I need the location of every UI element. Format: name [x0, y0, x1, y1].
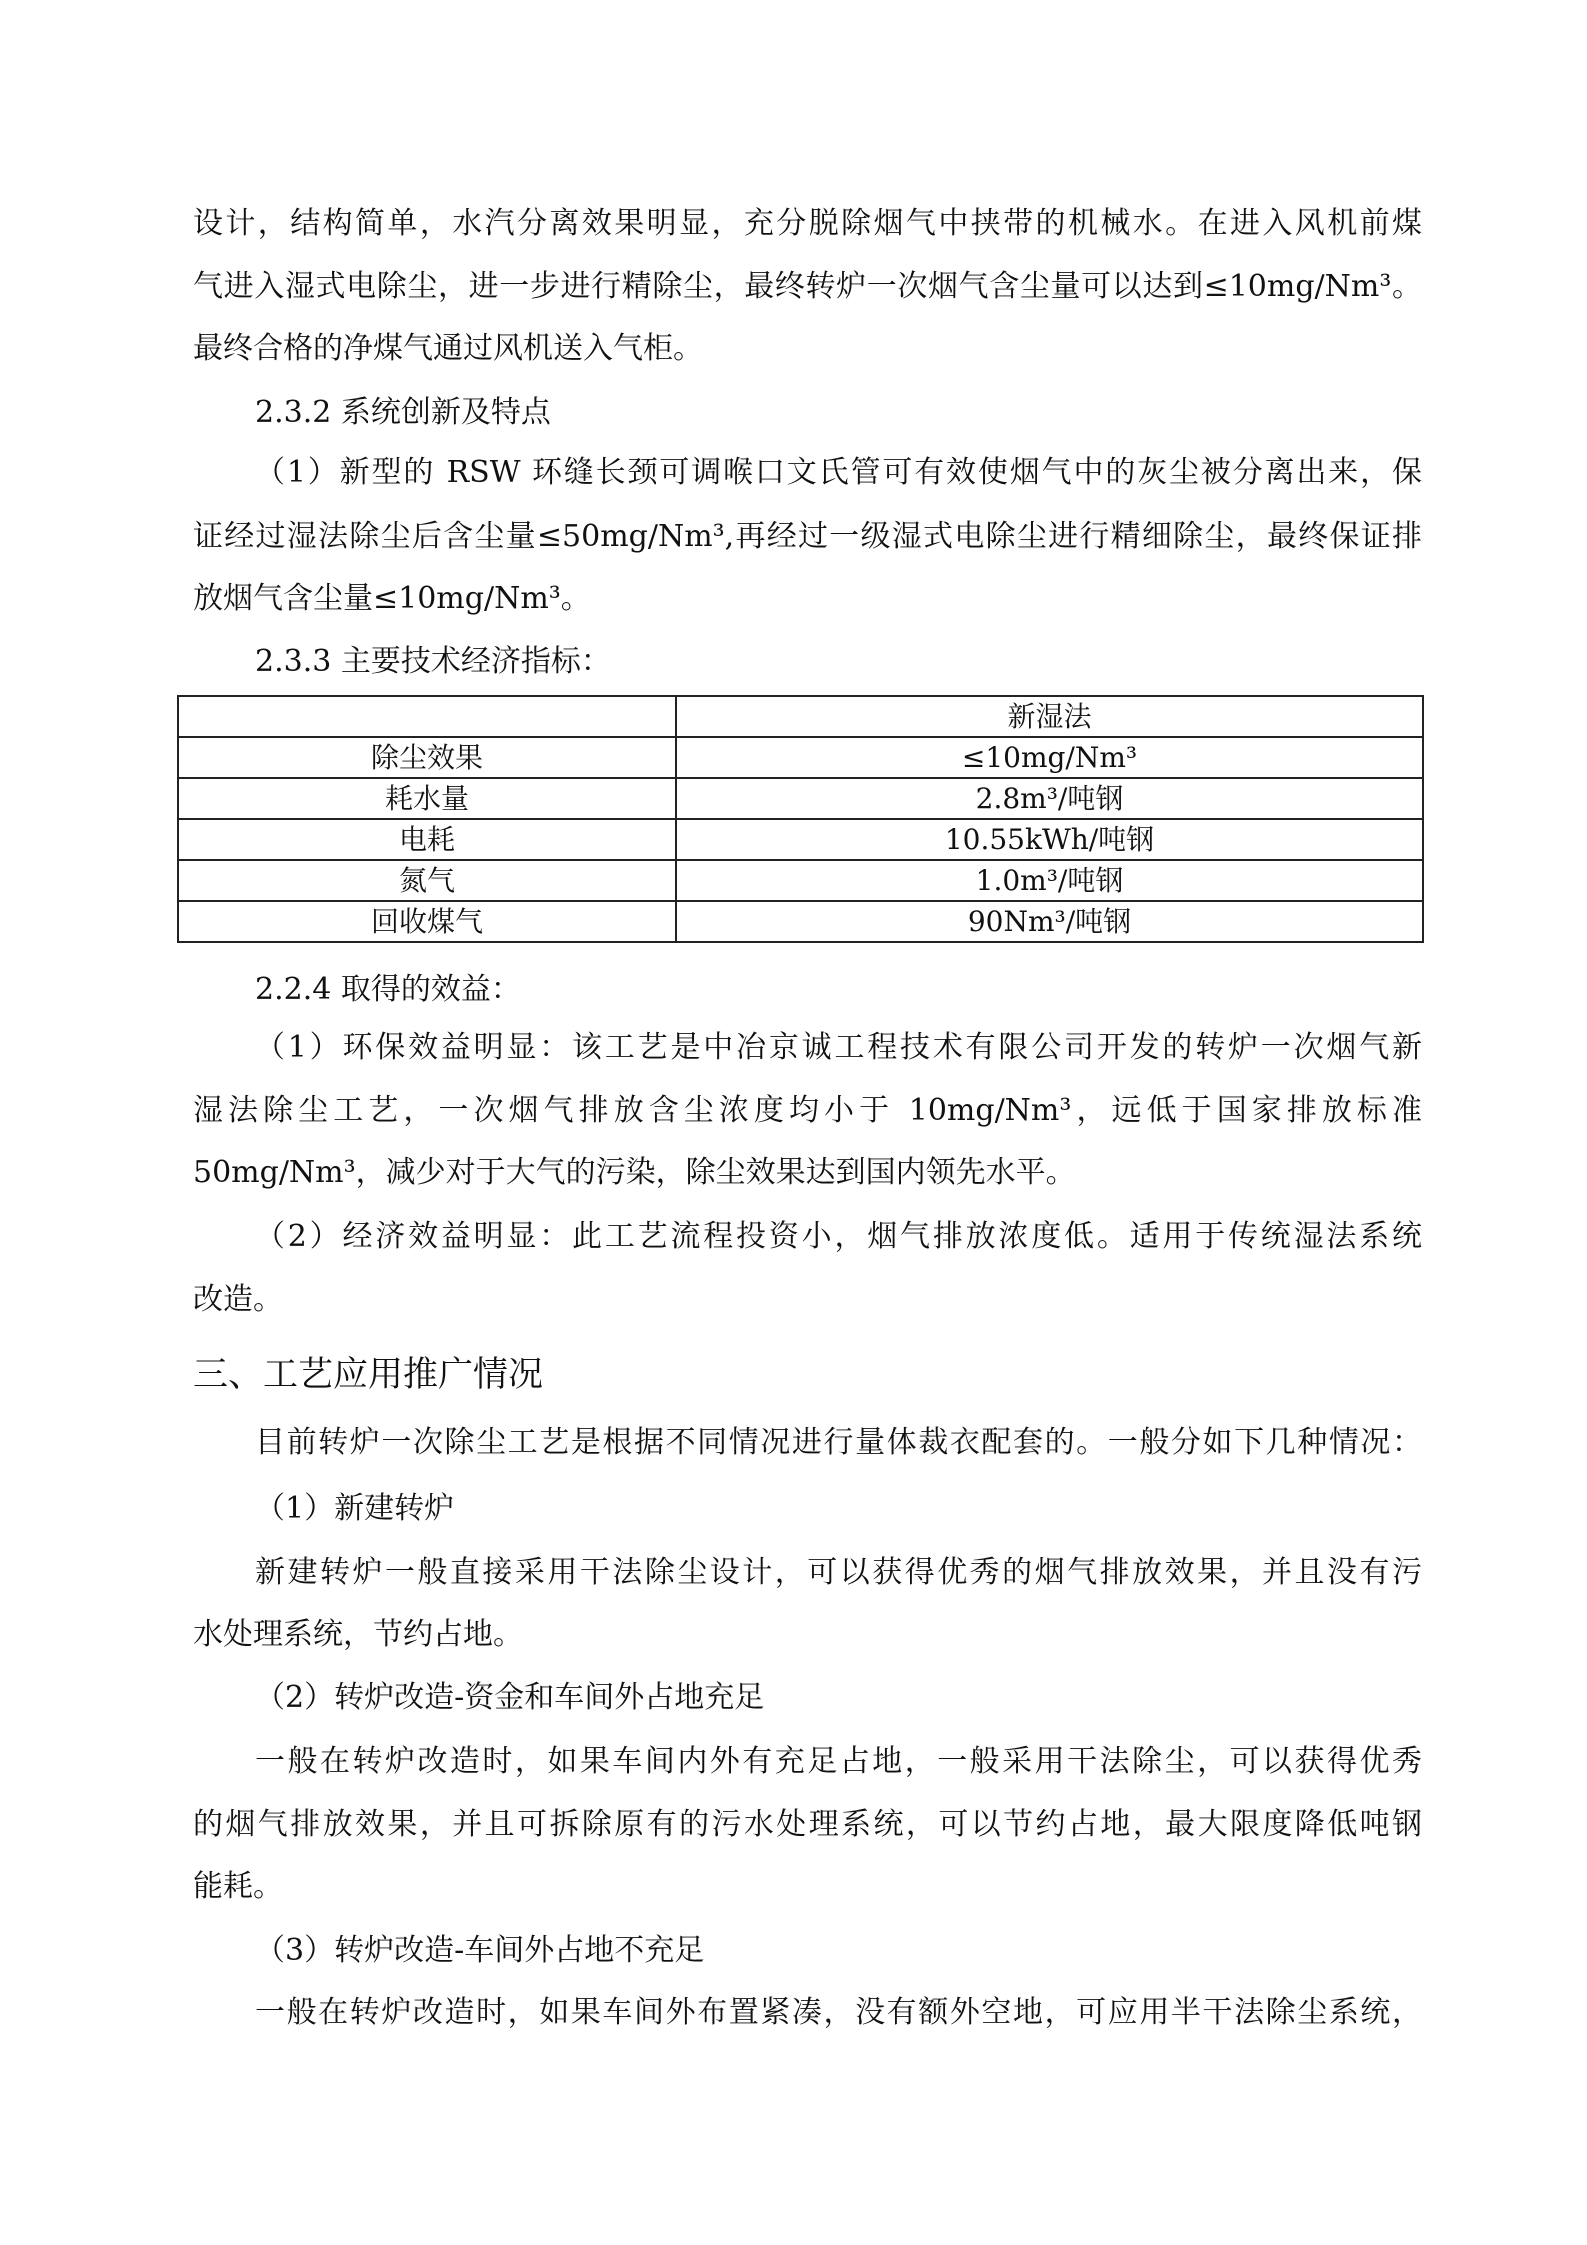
table-header-cell [178, 696, 676, 737]
subheading-line: （2）转炉改造-资金和车间外占地充足 [255, 1680, 765, 1715]
body-text-line: 能耗。 [193, 1869, 283, 1904]
body-text-line: 一般在转炉改造时，如果车间外布置紧凑，没有额外空地，可应用半干法除尘系统， [255, 1995, 1422, 2030]
table-cell: 2.8m³/吨钢 [676, 778, 1423, 819]
table-header-cell: 新湿法 [676, 696, 1423, 737]
table-cell: 90Nm³/吨钢 [676, 901, 1423, 942]
table-cell: 氮气 [178, 860, 676, 901]
body-text-line: 新建转炉一般直接采用干法除尘设计，可以获得优秀的烟气排放效果，并且没有污 [255, 1555, 1422, 1590]
section-heading-2-3-3: 2.3.3 主要技术经济指标： [255, 644, 611, 679]
body-text-line: 目前转炉一次除尘工艺是根据不同情况进行量体裁衣配套的。一般分如下几种情况： [255, 1425, 1422, 1460]
body-text-line: 设计，结构简单，水汽分离效果明显，充分脱除烟气中挟带的机械水。在进入风机前煤 [193, 206, 1422, 241]
subheading-line: （3）转炉改造-车间外占地不充足 [255, 1933, 705, 1968]
tech-economic-indicators-table [177, 695, 1424, 943]
body-text-line: 改造。 [193, 1282, 283, 1317]
table-header-row [178, 696, 1423, 737]
subheading-line: （1）新建转炉 [255, 1491, 455, 1526]
section-heading-2-3-2: 2.3.2 系统创新及特点 [255, 395, 551, 430]
body-text-line: 证经过湿法除尘后含尘量≤50mg/Nm³,再经过一级湿式电除尘进行精细除尘，最终保证排 [193, 519, 1422, 554]
body-text-line: 最终合格的净煤气通过风机送入气柜。 [193, 331, 703, 366]
table-cell: 回收煤气 [178, 901, 676, 942]
body-text-line: （1）环保效益明显：该工艺是中冶京诚工程技术有限公司开发的转炉一次烟气新 [255, 1030, 1422, 1065]
table-row [178, 860, 1423, 901]
body-text-line: 一般在转炉改造时，如果车间内外有充足占地，一般采用干法除尘，可以获得优秀 [255, 1744, 1422, 1779]
body-text-line: 50mg/Nm³，减少对于大气的污染，除尘效果达到国内领先水平。 [193, 1155, 1076, 1190]
body-text-line: （1）新型的 RSW 环缝长颈可调喉口文氏管可有效使烟气中的灰尘被分离出来，保 [255, 455, 1422, 490]
table-row [178, 901, 1423, 942]
body-text-line: 放烟气含尘量≤10mg/Nm³。 [193, 581, 591, 616]
table-cell: 除尘效果 [178, 737, 676, 778]
body-text-line: 气进入湿式电除尘，进一步进行精除尘，最终转炉一次烟气含尘量可以达到≤10mg/Nm³。 [193, 269, 1422, 304]
table-cell: 10.55kWh/吨钢 [676, 819, 1423, 860]
table-cell: 1.0m³/吨钢 [676, 860, 1423, 901]
body-text-line: 湿法除尘工艺，一次烟气排放含尘浓度均小于 10mg/Nm³，远低于国家排放标准 [193, 1093, 1422, 1128]
table-cell: 电耗 [178, 819, 676, 860]
section-heading-2-2-4: 2.2.4 取得的效益： [255, 972, 521, 1007]
body-text-line: 水处理系统，节约占地。 [193, 1617, 523, 1652]
table-row [178, 737, 1423, 778]
table-row [178, 778, 1423, 819]
chapter-heading: 三、工艺应用推广情况 [193, 1355, 544, 1395]
table-cell: 耗水量 [178, 778, 676, 819]
table-cell: ≤10mg/Nm³ [676, 737, 1423, 778]
table-row [178, 819, 1423, 860]
body-text-line: （2）经济效益明显：此工艺流程投资小，烟气排放浓度低。适用于传统湿法系统 [255, 1219, 1422, 1254]
body-text-line: 的烟气排放效果，并且可拆除原有的污水处理系统，可以节约占地，最大限度降低吨钢 [193, 1807, 1422, 1842]
